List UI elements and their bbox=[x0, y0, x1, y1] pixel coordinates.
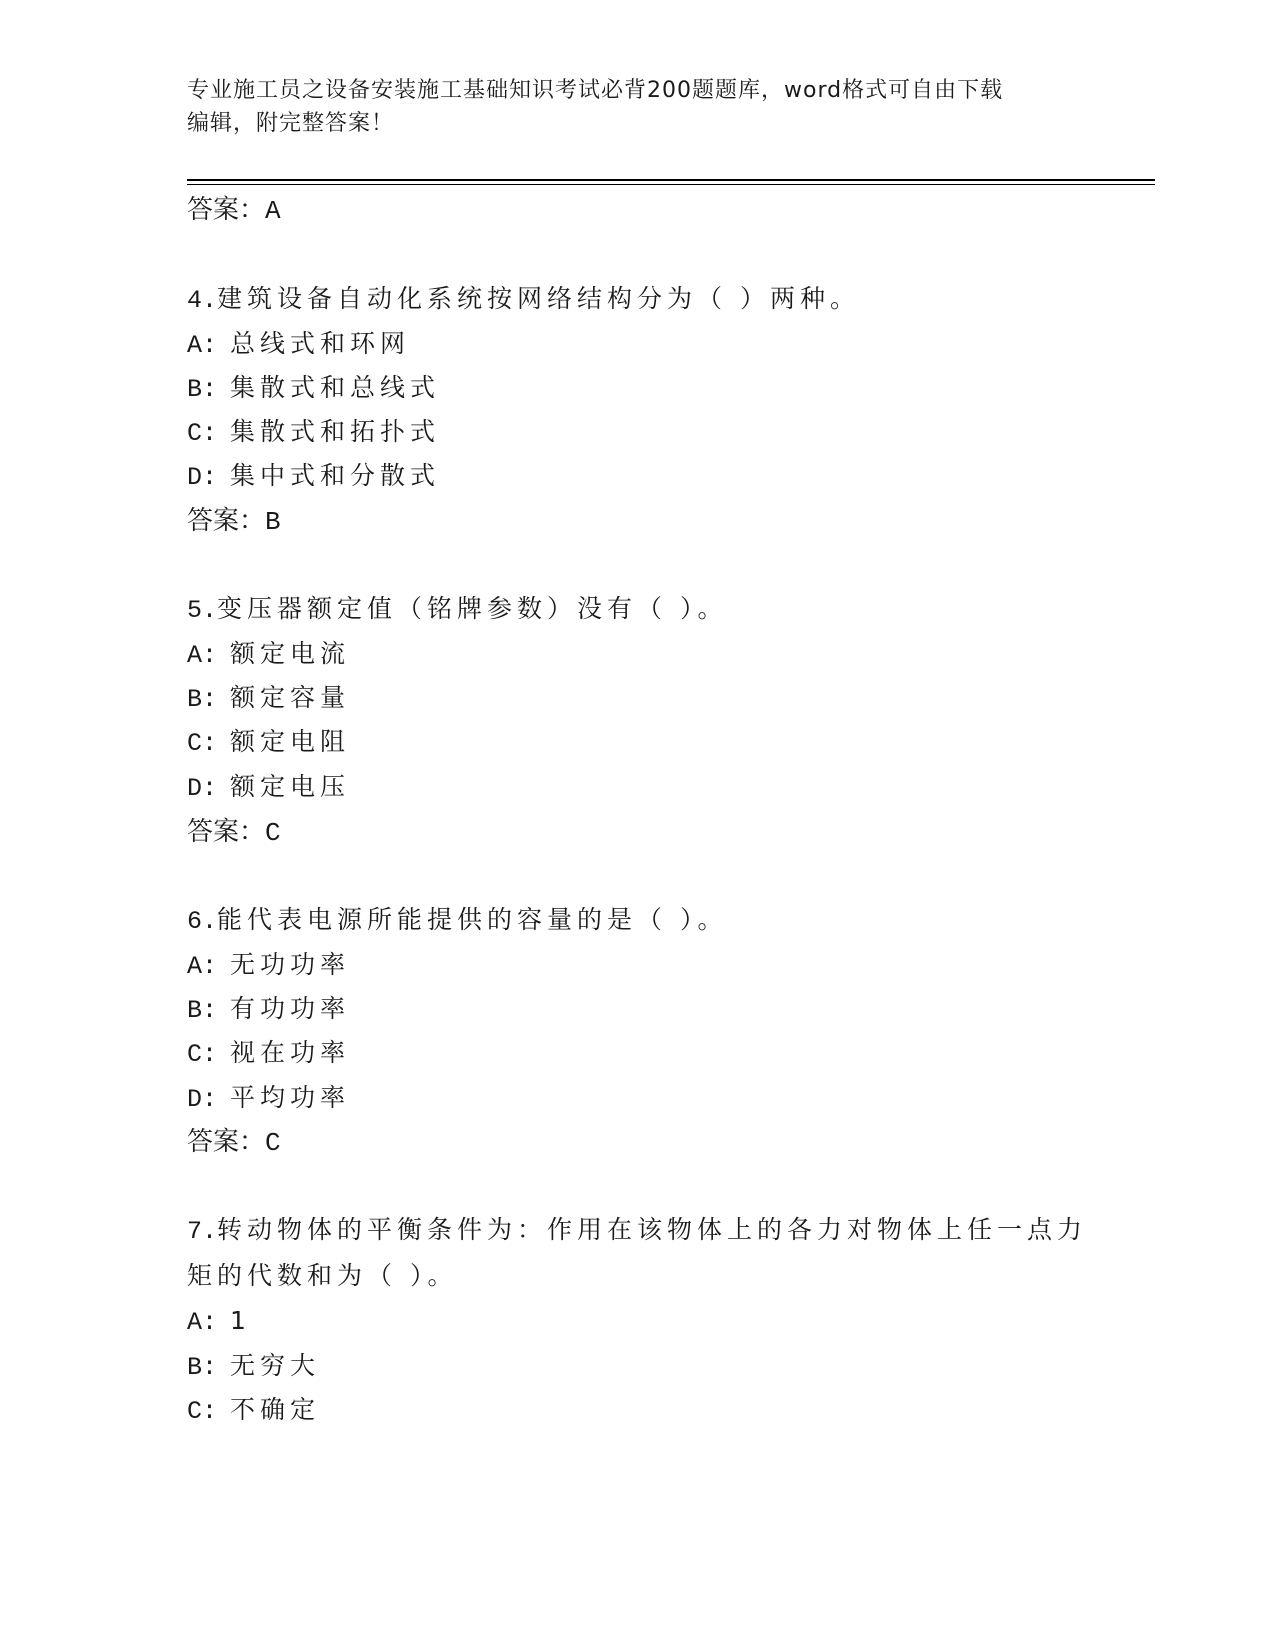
option-text: 视在功率 bbox=[229, 1038, 350, 1067]
option-key: A: bbox=[187, 952, 218, 981]
option-text: 集中式和分散式 bbox=[229, 461, 440, 490]
option-key: B: bbox=[187, 1353, 218, 1382]
question-text: 能代表电源所能提供的容量的是（ ）。 bbox=[217, 905, 728, 934]
answer-label: 答案： bbox=[187, 1127, 266, 1157]
answer-label: 答案： bbox=[187, 506, 266, 536]
q4-option-c bbox=[187, 415, 440, 451]
option-text: 额定电阻 bbox=[229, 727, 350, 756]
q4-option-a bbox=[187, 327, 410, 363]
q5-option-a bbox=[187, 637, 350, 673]
answer-line-q4 bbox=[187, 504, 281, 539]
question-number: 5. bbox=[187, 596, 218, 625]
option-text: 集散式和拓扑式 bbox=[229, 417, 440, 446]
q5-option-d bbox=[187, 770, 350, 806]
question-number: 4. bbox=[187, 286, 218, 315]
option-text: 平均功率 bbox=[229, 1083, 350, 1112]
answer-line-q3 bbox=[187, 193, 281, 228]
option-key: D: bbox=[187, 463, 218, 492]
option-key: B: bbox=[187, 996, 218, 1025]
q5-option-c bbox=[187, 725, 350, 761]
answer-value: B bbox=[265, 507, 281, 537]
option-text: 不确定 bbox=[229, 1395, 320, 1424]
header-divider-thin bbox=[187, 184, 1155, 185]
q4-option-d bbox=[187, 459, 440, 495]
option-key: D: bbox=[187, 1085, 218, 1114]
question-7-continued bbox=[187, 1259, 457, 1293]
question-number: 6. bbox=[187, 907, 218, 936]
question-text: 变压器额定值（铭牌参数）没有（ ）。 bbox=[217, 594, 728, 623]
q7-option-b bbox=[187, 1349, 320, 1385]
option-text: 无穷大 bbox=[229, 1351, 320, 1380]
answer-line-q6 bbox=[187, 1125, 281, 1160]
option-key: C: bbox=[187, 729, 218, 758]
answer-value: A bbox=[265, 196, 281, 226]
question-6 bbox=[187, 903, 727, 939]
question-5 bbox=[187, 592, 727, 628]
header-line-2: 编辑，附完整答案！ bbox=[187, 111, 395, 136]
answer-label: 答案： bbox=[187, 195, 266, 225]
option-text: 额定电流 bbox=[229, 639, 350, 668]
question-4 bbox=[187, 282, 860, 318]
question-number: 7. bbox=[187, 1217, 218, 1246]
q5-option-b bbox=[187, 681, 350, 717]
option-text: 无功功率 bbox=[229, 950, 350, 979]
answer-label: 答案： bbox=[187, 817, 266, 847]
question-7 bbox=[187, 1213, 1087, 1249]
option-key: A: bbox=[187, 641, 218, 670]
option-text: 有功功率 bbox=[229, 994, 350, 1023]
option-key: C: bbox=[187, 1397, 218, 1426]
q7-option-a bbox=[187, 1304, 251, 1340]
header-line-1: 专业施工员之设备安装施工基础知识考试必背200题题库，word格式可自由下载 bbox=[187, 78, 1004, 103]
option-key: B: bbox=[187, 685, 218, 714]
option-key: D: bbox=[187, 774, 218, 803]
q6-option-c bbox=[187, 1036, 350, 1072]
answer-value: C bbox=[265, 818, 281, 848]
q6-option-b bbox=[187, 992, 350, 1028]
option-text: 额定电压 bbox=[229, 772, 350, 801]
question-text-continued: 矩的代数和为（ ）。 bbox=[187, 1261, 458, 1290]
option-text: 总线式和环网 bbox=[229, 329, 410, 358]
option-text: 集散式和总线式 bbox=[229, 373, 440, 402]
option-text: 1 bbox=[229, 1306, 251, 1335]
document-header bbox=[187, 74, 1087, 140]
option-key: A: bbox=[187, 1308, 218, 1337]
question-text: 转动物体的平衡条件为：作用在该物体上的各力对物体上任一点力 bbox=[217, 1215, 1088, 1244]
q7-option-c bbox=[187, 1393, 320, 1429]
q6-option-a bbox=[187, 948, 350, 984]
option-key: B: bbox=[187, 375, 218, 404]
option-key: A: bbox=[187, 331, 218, 360]
header-divider-thick bbox=[187, 179, 1155, 181]
option-key: C: bbox=[187, 1040, 218, 1069]
answer-line-q5 bbox=[187, 815, 281, 850]
question-text: 建筑设备自动化系统按网络结构分为（ ）两种。 bbox=[217, 284, 860, 313]
answer-value: C bbox=[265, 1128, 281, 1158]
option-key: C: bbox=[187, 419, 218, 448]
q4-option-b bbox=[187, 371, 440, 407]
option-text: 额定容量 bbox=[229, 683, 350, 712]
q6-option-d bbox=[187, 1081, 350, 1117]
